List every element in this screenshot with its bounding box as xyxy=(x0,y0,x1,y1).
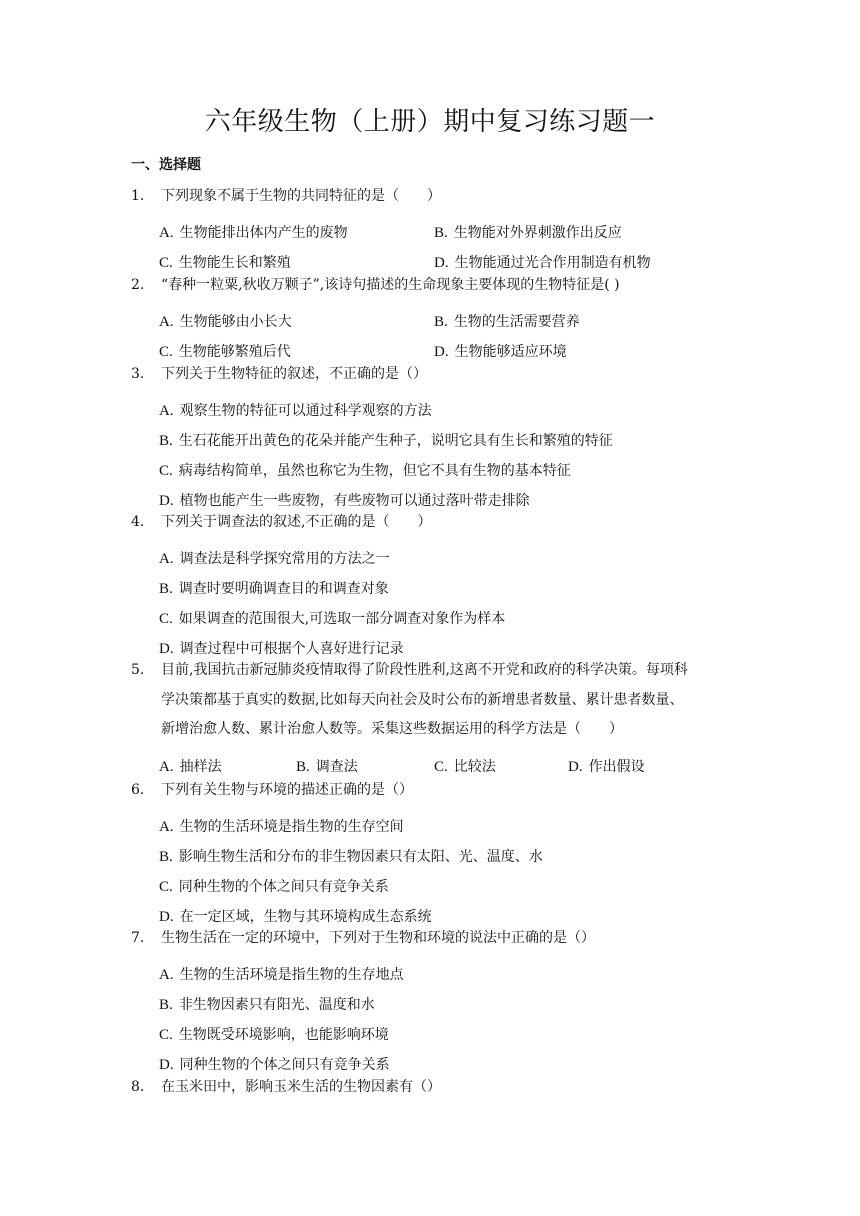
answer-option[interactable] xyxy=(159,876,389,898)
question-stem: “春种一粒粟,秋收万颗子”,该诗句描述的生命现象主要体现的生物特征是( ) xyxy=(161,277,620,293)
option-text: 植物也能产生一些废物，有些废物可以通过落叶带走排除 xyxy=(179,493,530,509)
answer-option[interactable] xyxy=(159,341,291,363)
option-letter: A. xyxy=(159,967,174,983)
option-letter: A. xyxy=(159,819,174,835)
answer-option[interactable] xyxy=(159,430,613,452)
option-letter: A. xyxy=(159,403,174,419)
option-text: 生物的生活需要营养 xyxy=(453,314,580,330)
option-text: 生物能够繁殖后代 xyxy=(178,344,291,360)
option-text: 作出假设 xyxy=(588,759,645,775)
option-letter: C. xyxy=(159,1027,173,1043)
option-letter: C. xyxy=(159,463,173,479)
option-text: 病毒结构简单，虽然也称它为生物，但它不具有生物的基本特征 xyxy=(178,463,571,479)
answer-option[interactable] xyxy=(159,994,375,1016)
answer-option[interactable] xyxy=(434,756,496,778)
option-letter: D. xyxy=(159,641,174,657)
option-text: 生物能对外界刺激作出反应 xyxy=(453,225,622,241)
option-letter: B. xyxy=(159,581,173,597)
option-text: 非生物因素只有阳光、温度和水 xyxy=(178,997,375,1013)
option-text: 影响生物生活和分布的非生物因素只有太阳、光、温度、水 xyxy=(178,849,543,865)
option-text: 生石花能开出黄色的花朵并能产生种子，说明它具有生长和繁殖的特征 xyxy=(178,433,613,449)
option-letter: D. xyxy=(159,493,174,509)
option-text: 抽样法 xyxy=(179,759,222,775)
answer-option[interactable] xyxy=(159,964,404,986)
answer-option[interactable] xyxy=(159,311,292,333)
option-letter: B. xyxy=(159,997,173,1013)
option-letter: B. xyxy=(159,849,173,865)
option-letter: B. xyxy=(296,759,310,775)
question-number: 2. xyxy=(131,277,145,293)
option-text: 生物的生活环境是指生物的生存空间 xyxy=(179,819,404,835)
option-letter: C. xyxy=(159,879,173,895)
answer-option[interactable] xyxy=(434,311,580,333)
option-letter: C. xyxy=(159,611,173,627)
answer-option[interactable] xyxy=(159,490,530,512)
option-text: 同种生物的个体之间只有竞争关系 xyxy=(179,1057,390,1073)
answer-option[interactable] xyxy=(159,548,390,570)
option-text: 生物能排出体内产生的废物 xyxy=(179,225,348,241)
option-letter: D. xyxy=(159,909,174,925)
answer-option[interactable] xyxy=(434,252,651,274)
answer-option[interactable] xyxy=(159,638,404,660)
option-letter: A. xyxy=(159,225,174,241)
answer-option[interactable] xyxy=(159,608,505,630)
option-text: 在一定区域，生物与其环境构成生态系统 xyxy=(179,909,432,925)
option-text: 比较法 xyxy=(453,759,496,775)
answer-option[interactable] xyxy=(296,756,358,778)
option-text: 同种生物的个体之间只有竞争关系 xyxy=(178,879,389,895)
answer-option[interactable] xyxy=(159,1054,390,1076)
option-text: 生物能生长和繁殖 xyxy=(178,255,291,271)
option-text: 生物能通过光合作用制造有机物 xyxy=(454,255,651,271)
option-text: 观察生物的特征可以通过科学观察的方法 xyxy=(179,403,432,419)
question-stem: 下列关于调查法的叙述,不正确的是（ ） xyxy=(161,514,432,530)
option-letter: D. xyxy=(434,255,449,271)
option-text: 生物能够适应环境 xyxy=(454,344,567,360)
question-number: 3. xyxy=(131,366,145,382)
answer-option[interactable] xyxy=(159,816,404,838)
option-letter: C. xyxy=(159,344,173,360)
option-letter: A. xyxy=(159,551,174,567)
answer-option[interactable] xyxy=(434,341,567,363)
answer-option[interactable] xyxy=(159,906,432,928)
option-letter: D. xyxy=(568,759,583,775)
option-letter: B. xyxy=(159,433,173,449)
question-stem: 生物生活在一定的环境中，下列对于生物和环境的说法中正确的是（） xyxy=(161,930,595,946)
option-letter: B. xyxy=(434,225,448,241)
question-stem: 在玉米田中，影响玉米生活的生物因素有（） xyxy=(161,1079,441,1095)
page-title: 六年级生物（上册）期中复习练习题一 xyxy=(204,107,656,137)
question-number: 7. xyxy=(131,930,145,946)
question-stem: 下列有关生物与环境的描述正确的是（） xyxy=(161,782,413,798)
section-heading: 一、选择题 xyxy=(131,157,201,173)
question-stem: 新增治愈人数、累计治愈人数等。采集这些数据运用的科学方法是（ ） xyxy=(161,721,623,737)
option-letter: A. xyxy=(159,314,174,330)
option-text: 调查法是科学探究常用的方法之一 xyxy=(179,551,390,567)
answer-option[interactable] xyxy=(159,756,222,778)
question-number: 1. xyxy=(131,188,145,204)
answer-option[interactable] xyxy=(434,222,622,244)
answer-option[interactable] xyxy=(159,252,291,274)
option-text: 调查法 xyxy=(315,759,358,775)
option-text: 生物既受环境影响，也能影响环境 xyxy=(178,1027,389,1043)
answer-option[interactable] xyxy=(159,578,389,600)
option-letter: C. xyxy=(434,759,448,775)
option-letter: D. xyxy=(434,344,449,360)
answer-option[interactable] xyxy=(159,400,432,422)
option-letter: D. xyxy=(159,1057,174,1073)
option-text: 调查时要明确调查目的和调查对象 xyxy=(178,581,389,597)
option-text: 生物能够由小长大 xyxy=(179,314,292,330)
question-stem: 下列现象不属于生物的共同特征的是（ ） xyxy=(161,188,441,204)
question-number: 8. xyxy=(131,1079,145,1095)
question-number: 5. xyxy=(131,662,145,678)
option-letter: A. xyxy=(159,759,174,775)
answer-option[interactable] xyxy=(159,222,348,244)
answer-option[interactable] xyxy=(159,460,571,482)
question-number: 4. xyxy=(131,514,145,530)
option-letter: B. xyxy=(434,314,448,330)
answer-option[interactable] xyxy=(568,756,645,778)
option-text: 如果调查的范围很大,可选取一部分调查对象作为样本 xyxy=(178,611,506,627)
answer-option[interactable] xyxy=(159,1024,389,1046)
question-number: 6. xyxy=(131,782,145,798)
answer-option[interactable] xyxy=(159,846,543,868)
option-letter: C. xyxy=(159,255,173,271)
option-text: 调查过程中可根据个人喜好进行记录 xyxy=(179,641,404,657)
question-stem: 目前,我国抗击新冠肺炎疫情取得了阶段性胜利,这离不开党和政府的科学决策。每项科 xyxy=(161,662,688,678)
question-stem: 学决策都基于真实的数据,比如每天向社会及时公布的新增患者数量、累计患者数量、 xyxy=(161,691,684,708)
option-text: 生物的生活环境是指生物的生存地点 xyxy=(179,967,404,983)
question-stem: 下列关于生物特征的叙述，不正确的是（） xyxy=(161,366,427,382)
